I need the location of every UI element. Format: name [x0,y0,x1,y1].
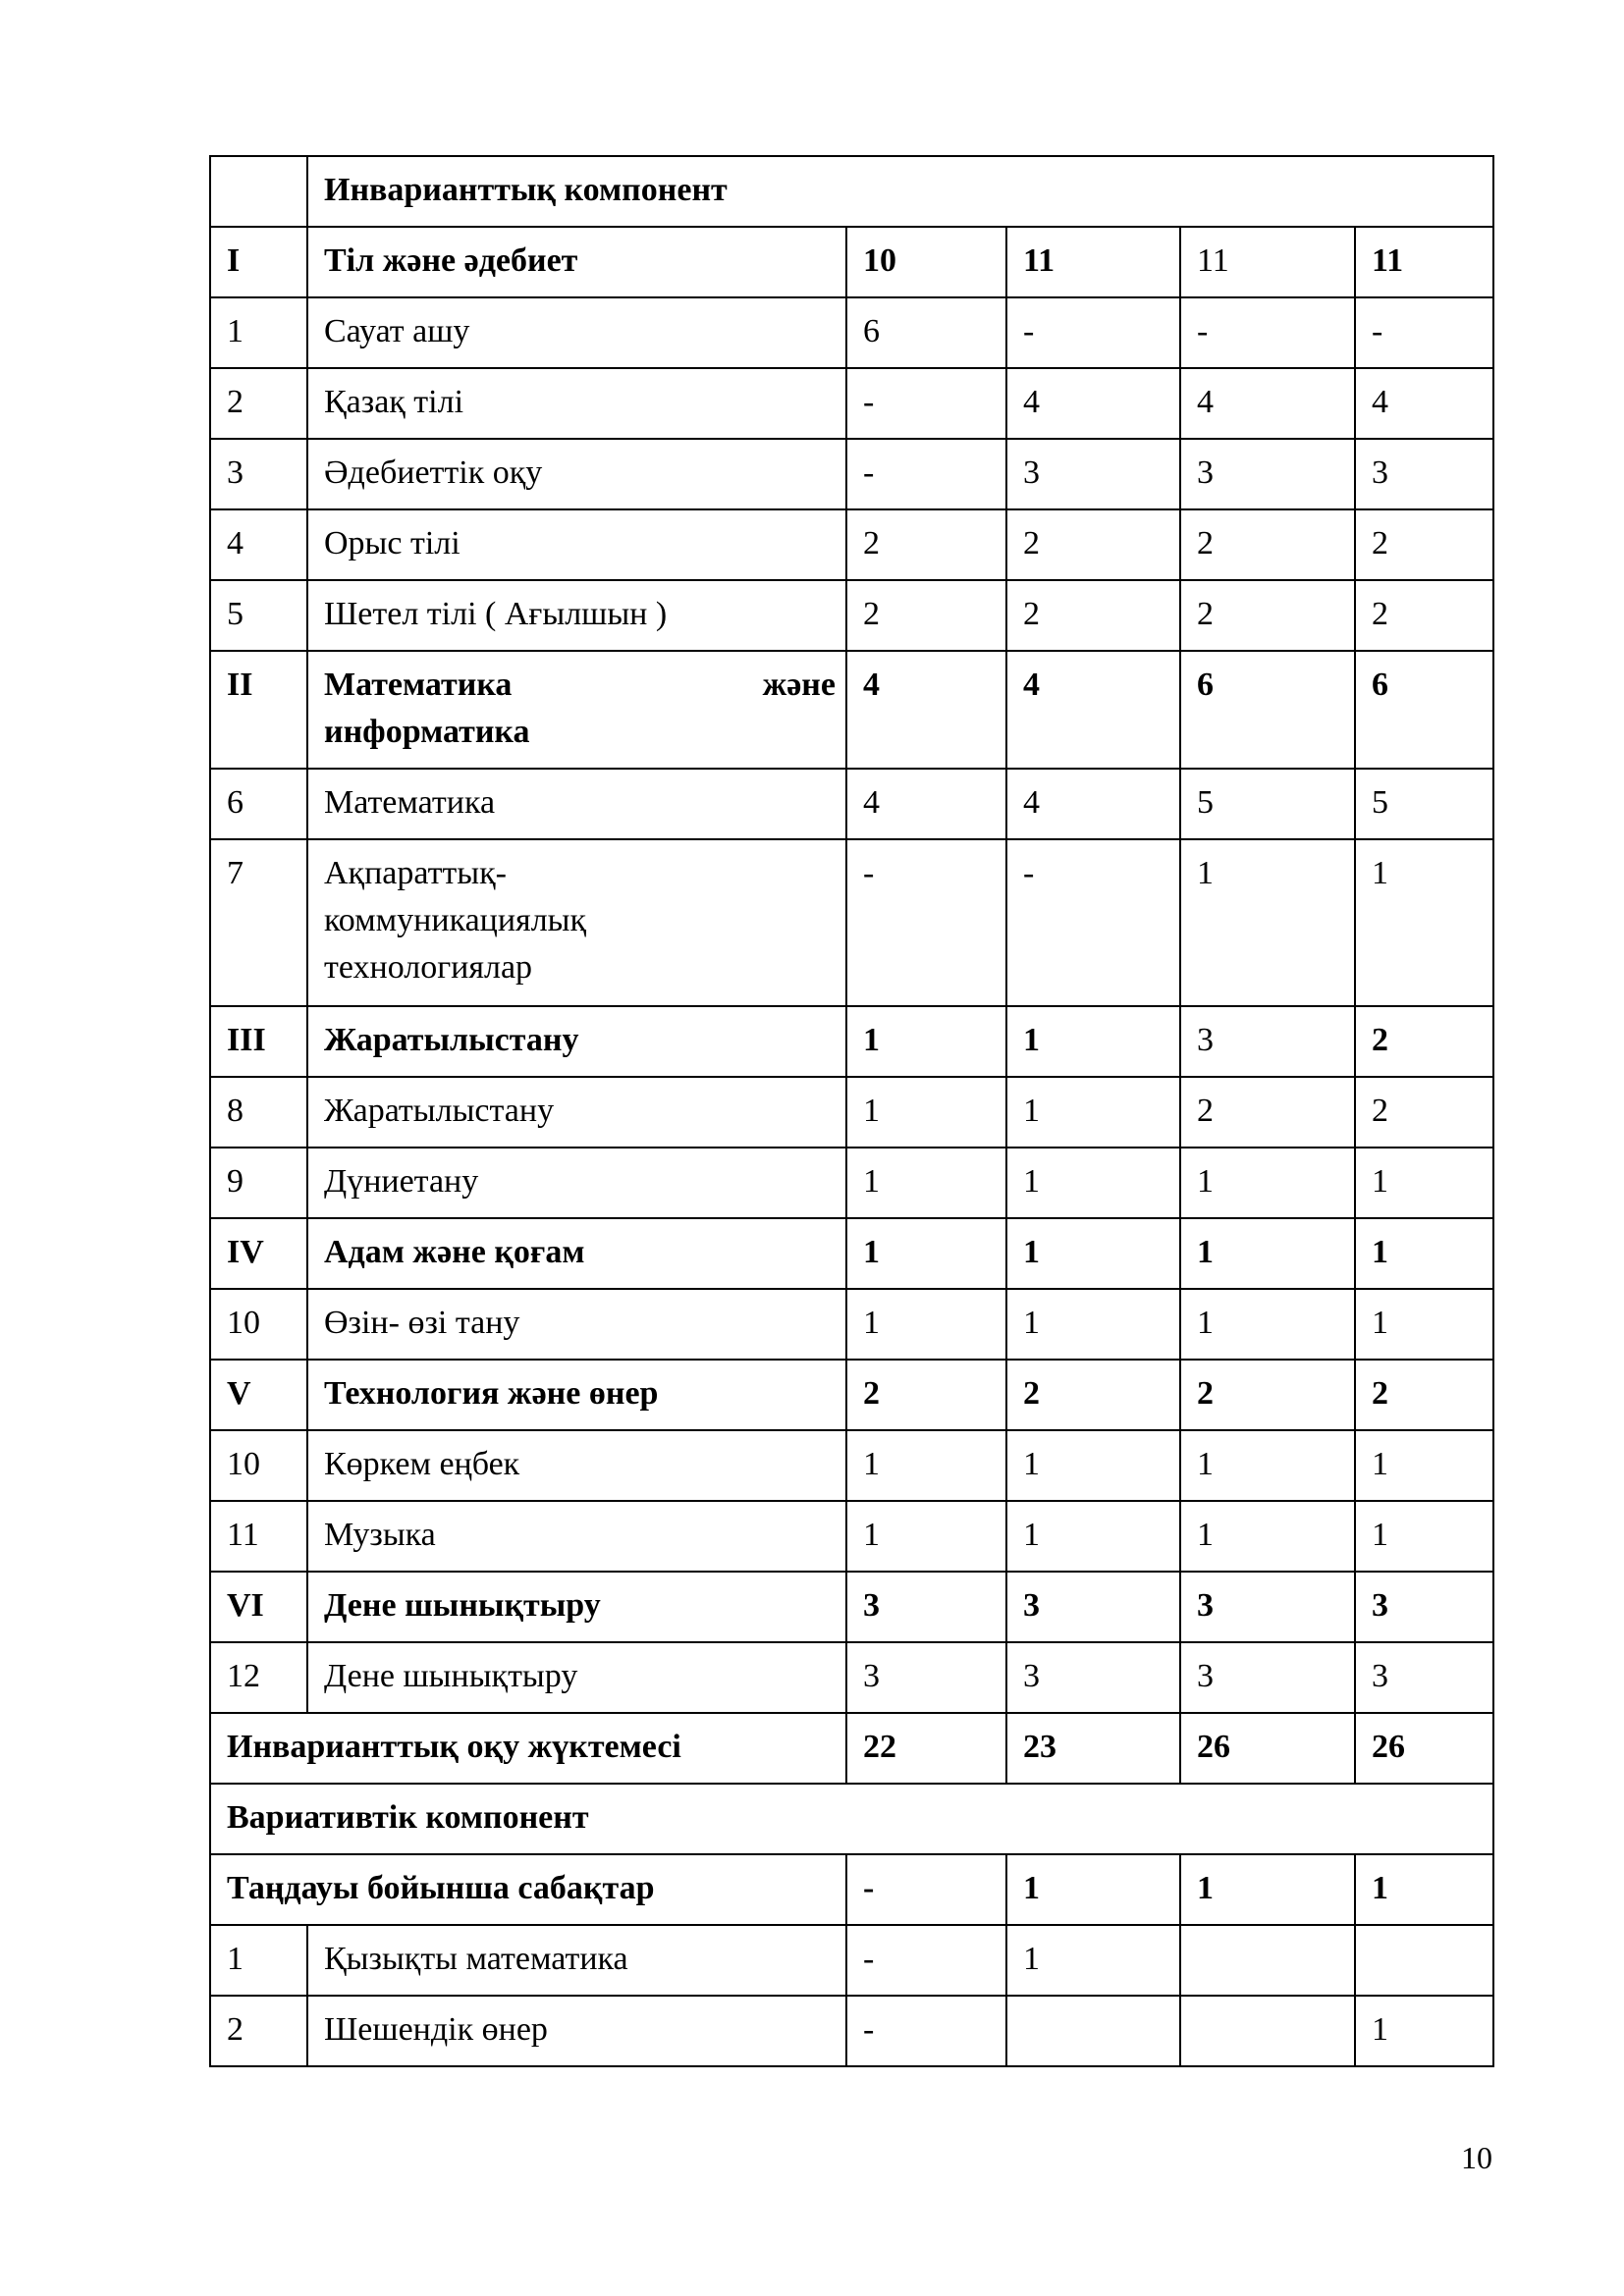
grade-1-hours: 1 [846,1501,1006,1572]
grade-2-hours: 2 [1006,509,1180,580]
grade-3-hours: 2 [1180,1360,1355,1430]
grade-3-hours: 1 [1180,1501,1355,1572]
subject-name: Қызықты математика [307,1925,846,1996]
table-row-section-III [210,1006,1493,1077]
row-number: 12 [210,1642,307,1713]
row-number: V [210,1360,307,1430]
subject-name: Қазақ тілі [307,368,846,439]
grade-2-hours: 2 [1006,580,1180,651]
table-row-section-VI [210,1572,1493,1642]
grade-2-hours: 1 [1006,1854,1180,1925]
grade-1-hours: - [846,839,1006,1006]
grade-2-hours: 11 [1006,227,1180,297]
grade-1-hours: 1 [846,1430,1006,1501]
subject-name: Шетел тілі ( Ағылшын ) [307,580,846,651]
grade-1-hours: 3 [846,1572,1006,1642]
subject-name: Математика [307,769,846,839]
subject-name: Жаратылыстану [307,1077,846,1148]
table-row [210,1996,1493,2066]
subject-name-part: Математика [324,667,513,703]
grade-3-hours: 3 [1180,439,1355,509]
grade-1-hours: 2 [846,1360,1006,1430]
grade-4-hours: 6 [1355,651,1493,769]
row-number: IV [210,1218,307,1289]
grade-2-hours: 1 [1006,1218,1180,1289]
grade-1-hours: 10 [846,227,1006,297]
subject-name: Музыка [307,1501,846,1572]
grade-4-hours: 4 [1355,368,1493,439]
grade-4-total: 26 [1355,1713,1493,1784]
subject-name: Адам және қоғам [307,1218,846,1289]
row-number: 11 [210,1501,307,1572]
table-row [210,368,1493,439]
row-number: VI [210,1572,307,1642]
grade-2-hours: - [1006,839,1180,1006]
grade-1-hours: 6 [846,297,1006,368]
row-number: III [210,1006,307,1077]
grade-3-hours: 6 [1180,651,1355,769]
curriculum-table [209,155,1494,2067]
grade-1-hours: 1 [846,1148,1006,1218]
row-number: 1 [210,297,307,368]
grade-2-hours: 1 [1006,1925,1180,1996]
grade-2-hours: 4 [1006,769,1180,839]
grade-3-hours: 5 [1180,769,1355,839]
grade-4-hours: 1 [1355,1996,1493,2066]
grade-2-hours: 1 [1006,1006,1180,1077]
table-row [210,509,1493,580]
row-number: 9 [210,1148,307,1218]
table-row [210,769,1493,839]
subject-name-part: информатика [324,714,530,750]
grade-2-hours: 3 [1006,1572,1180,1642]
grade-1-hours: 1 [846,1077,1006,1148]
grade-4-hours: 3 [1355,1572,1493,1642]
grade-4-hours: 2 [1355,1006,1493,1077]
table-row [210,1925,1493,1996]
subject-name: Сауат ашу [307,297,846,368]
subject-name-part: және [762,667,836,703]
grade-1-hours: 1 [846,1006,1006,1077]
row-number: 2 [210,1996,307,2066]
row-number: 5 [210,580,307,651]
electives-row [210,1854,1493,1925]
row-number: I [210,227,307,297]
grade-1-hours: 2 [846,509,1006,580]
grade-4-hours: 2 [1355,509,1493,580]
row-number: 3 [210,439,307,509]
grade-4-hours: 1 [1355,839,1493,1006]
grade-3-hours: 11 [1180,227,1355,297]
grade-3-hours: - [1180,297,1355,368]
subject-name: Дүниетану [307,1148,846,1218]
grade-1-hours: - [846,1996,1006,2066]
grade-3-hours: 1 [1180,1854,1355,1925]
grade-3-hours: 3 [1180,1642,1355,1713]
invariant-component-label: Инварианттық компонент [307,156,1493,227]
subject-name: Өзін- өзі тану [307,1289,846,1360]
subject-name: Әдебиеттік оқу [307,439,846,509]
row-number: 4 [210,509,307,580]
grade-4-hours: 1 [1355,1854,1493,1925]
subject-name-line: технологиялар [324,949,533,986]
grade-1-hours: 3 [846,1642,1006,1713]
row-number: 7 [210,839,307,1006]
page-number: 10 [1461,2140,1492,2175]
row-number: 10 [210,1430,307,1501]
table-row [210,1642,1493,1713]
grade-2-hours: - [1006,297,1180,368]
grade-4-hours: 2 [1355,1077,1493,1148]
grade-4-hours: 1 [1355,1218,1493,1289]
grade-1-hours: 4 [846,769,1006,839]
grade-3-hours: 2 [1180,580,1355,651]
table-row [210,1148,1493,1218]
subject-name: Көркем еңбек [307,1430,846,1501]
subject-name: Дене шынықтыру [307,1642,846,1713]
row-number: 8 [210,1077,307,1148]
invariant-total-row [210,1713,1493,1784]
variative-component-header-row [210,1784,1493,1854]
grade-1-hours: - [846,439,1006,509]
grade-2-hours: 1 [1006,1148,1180,1218]
table-row [210,1501,1493,1572]
grade-4-hours: 3 [1355,1642,1493,1713]
grade-3-hours: 2 [1180,1077,1355,1148]
grade-2-hours [1006,1996,1180,2066]
table-row [210,580,1493,651]
grade-3-hours: 3 [1180,1006,1355,1077]
row-number: 1 [210,1925,307,1996]
grade-4-hours: 11 [1355,227,1493,297]
grade-3-hours: 1 [1180,1148,1355,1218]
grade-4-hours: 1 [1355,1148,1493,1218]
grade-2-hours: 3 [1006,1642,1180,1713]
subject-name [307,839,846,1006]
grade-4-hours: 1 [1355,1501,1493,1572]
row-number: II [210,651,307,769]
grade-3-hours: 1 [1180,1218,1355,1289]
subject-name-line: Ақпараттық- [324,855,507,891]
subject-name-line: коммуникациялық [324,902,587,938]
grade-2-hours: 4 [1006,651,1180,769]
grade-3-total: 26 [1180,1713,1355,1784]
grade-3-hours: 2 [1180,509,1355,580]
row-number: 10 [210,1289,307,1360]
grade-4-hours: 5 [1355,769,1493,839]
grade-1-hours: - [846,368,1006,439]
grade-4-hours: 1 [1355,1430,1493,1501]
row-number: 2 [210,368,307,439]
variative-component-label: Вариативтік компонент [210,1784,1493,1854]
grade-2-hours: 1 [1006,1430,1180,1501]
grade-1-hours: - [846,1925,1006,1996]
grade-2-total: 23 [1006,1713,1180,1784]
grade-3-hours: 1 [1180,1289,1355,1360]
grade-3-hours [1180,1996,1355,2066]
subject-name: Дене шынықтыру [307,1572,846,1642]
grade-4-hours: 1 [1355,1289,1493,1360]
grade-4-hours: 3 [1355,439,1493,509]
grade-2-hours: 1 [1006,1289,1180,1360]
table-row [210,1430,1493,1501]
grade-3-hours: 4 [1180,368,1355,439]
grade-1-hours: 1 [846,1289,1006,1360]
grade-2-hours: 1 [1006,1501,1180,1572]
table-row-section-I [210,227,1493,297]
subject-name [307,651,846,769]
grade-2-hours: 1 [1006,1077,1180,1148]
table-row-section-II [210,651,1493,769]
subject-name: Тіл және әдебиет [307,227,846,297]
grade-1-hours: 1 [846,1218,1006,1289]
grade-2-hours: 4 [1006,368,1180,439]
grade-4-hours: 2 [1355,1360,1493,1430]
grade-2-hours: 3 [1006,439,1180,509]
grade-3-hours: 3 [1180,1572,1355,1642]
grade-4-hours [1355,1925,1493,1996]
grade-1-hours: 2 [846,580,1006,651]
grade-1-total: 22 [846,1713,1006,1784]
table-row [210,439,1493,509]
grade-3-hours: 1 [1180,1430,1355,1501]
grade-3-hours [1180,1925,1355,1996]
table-cell-empty [210,156,307,227]
subject-name: Орыс тілі [307,509,846,580]
grade-4-hours: - [1355,297,1493,368]
invariant-total-label: Инварианттық оқу жүктемесі [210,1713,846,1784]
table-row [210,297,1493,368]
grade-4-hours: 2 [1355,580,1493,651]
grade-2-hours: 2 [1006,1360,1180,1430]
table-row [210,839,1493,1006]
row-number: 6 [210,769,307,839]
table-row-section-IV [210,1218,1493,1289]
grade-3-hours: 1 [1180,839,1355,1006]
subject-name: Технология және өнер [307,1360,846,1430]
table-row [210,1289,1493,1360]
subject-name: Шешендік өнер [307,1996,846,2066]
subject-name: Жаратылыстану [307,1006,846,1077]
table-row [210,1077,1493,1148]
grade-1-hours: 4 [846,651,1006,769]
invariant-component-header-row [210,156,1493,227]
grade-1-hours: - [846,1854,1006,1925]
table-row-section-V [210,1360,1493,1430]
electives-label: Таңдауы бойынша сабақтар [210,1854,846,1925]
